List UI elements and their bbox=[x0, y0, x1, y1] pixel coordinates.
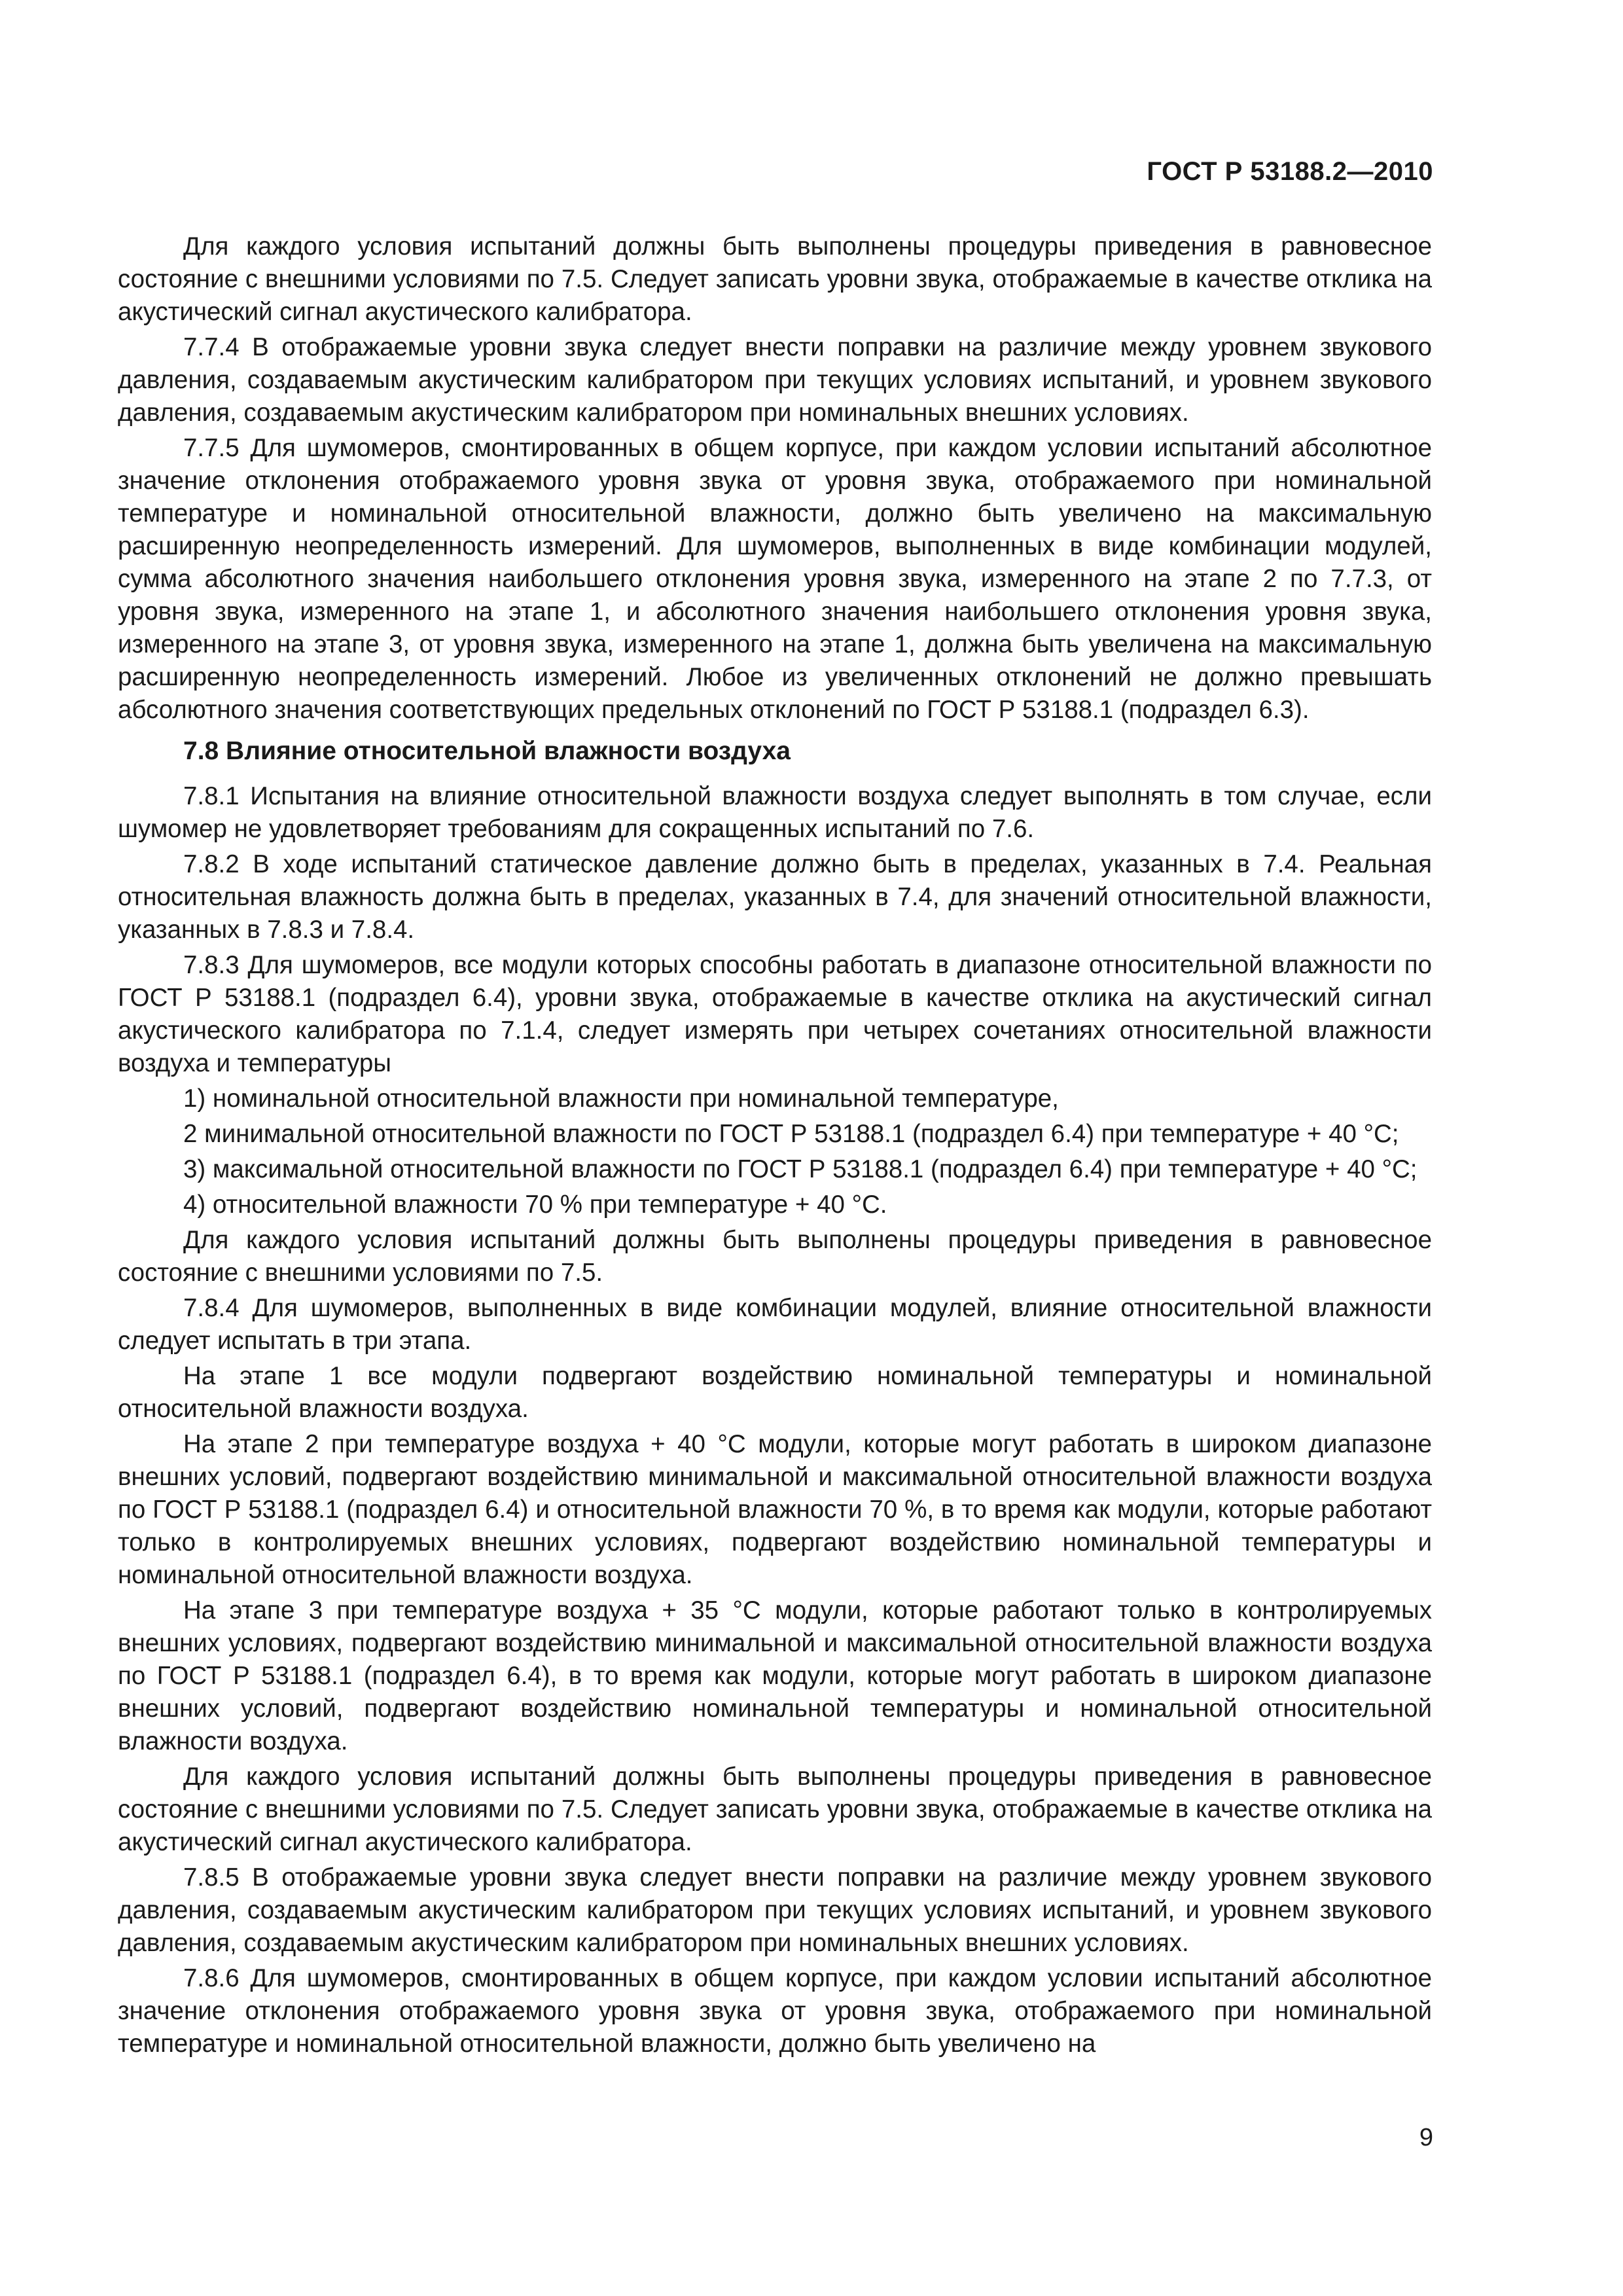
paragraph: Для каждого условия испытаний должны быть выполнены процедуры приведения в равновесное состояние с внешними условиями по 7.5. Следует записать уровни звука, отображаемые в качестве отклика на акустический сигнал акустического калибратора. bbox=[118, 232, 1432, 326]
clause-7-8-1: 7.8.1 Испытания на влияние относительной влажности воздуха следует выполнять в том случае, если шумомер не удовлетворяет требованиям для сокращенных испытаний по 7.6. bbox=[118, 782, 1432, 843]
paragraph-stage-1: На этапе 1 все модули подвергают воздействию номинальной температуры и номинальной относительной влажности воздуха. bbox=[118, 1362, 1432, 1423]
clause-7-7-4: 7.7.4 В отображаемые уровни звука следует внести поправки на различие между уровнем звукового давления, создаваемым акустическим калибратором при текущих условиях испытаний, и уровнем звукового давления, создаваемым акустическим калибратором при номинальных внешних условиях. bbox=[118, 333, 1432, 427]
list-item-3: 3) максимальной относительной влажности по ГОСТ Р 53188.1 (подраздел 6.4) при температуре + 40 °С; bbox=[183, 1155, 1418, 1183]
document-body bbox=[118, 230, 1432, 2063]
paragraph-stage-3: На этапе 3 при температуре воздуха + 35 °С модули, которые работают только в контролируемых внешних условиях, подвергают воздействию минимальной и максимальной относительной влажности воздуха по ГОСТ Р 53188.1 (подраздел 6.4), в то время как модули, которые могут работать в широком диапазоне внешних условий, подвергают воздействию номинальной температуры и номинальной относительной влажности воздуха. bbox=[118, 1596, 1432, 1755]
section-heading-7-8: 7.8 Влияние относительной влажности воздуха bbox=[183, 737, 791, 765]
list-item-2: 2 минимальной относительной влажности по ГОСТ Р 53188.1 (подраздел 6.4) при температуре + 40 °С; bbox=[183, 1120, 1399, 1148]
paragraph: Для каждого условия испытаний должны быть выполнены процедуры приведения в равновесное состояние с внешними условиями по 7.5. bbox=[118, 1226, 1432, 1287]
list-item-4: 4) относительной влажности 70 % при температуре + 40 °С. bbox=[183, 1191, 887, 1219]
clause-7-8-4: 7.8.4 Для шумомеров, выполненных в виде комбинации модулей, влияние относительной влажности следует испытать в три этапа. bbox=[118, 1294, 1432, 1355]
clause-7-8-3: 7.8.3 Для шумомеров, все модули которых способны работать в диапазоне относительной влажности по ГОСТ Р 53188.1 (подраздел 6.4), уровни звука, отображаемые в качестве отклика на акустический сигнал акустического калибратора по 7.1.4, следует измерять при четырех сочетаниях относительной влажности воздуха и температуры bbox=[118, 951, 1432, 1077]
clause-7-8-5: 7.8.5 В отображаемые уровни звука следует внести поправки на различие между уровнем звукового давления, создаваемым акустическим калибратором при текущих условиях испытаний, и уровнем звукового давления, создаваемым акустическим калибратором при номинальных внешних условиях. bbox=[118, 1863, 1432, 1957]
page-number: 9 bbox=[1419, 2124, 1433, 2151]
paragraph: Для каждого условия испытаний должны быть выполнены процедуры приведения в равновесное состояние с внешними условиями по 7.5. Следует записать уровни звука, отображаемые в качестве отклика на акустический сигнал акустического калибратора. bbox=[118, 1763, 1432, 1856]
paragraph-stage-2: На этапе 2 при температуре воздуха + 40 °С модули, которые могут работать в широком диапазоне внешних условий, подвергают воздействию минимальной и максимальной относительной влажности воздуха по ГОСТ Р 53188.1 (подраздел 6.4) и относительной влажности 70 %, в то время как модули, которые работают только в контролируемых внешних условиях, подвергают воздействию номинальной температуры и номинальной относительной влажности воздуха. bbox=[118, 1430, 1432, 1589]
list-item-1: 1) номинальной относительной влажности при номинальной температуре, bbox=[183, 1085, 1059, 1113]
clause-7-7-5: 7.7.5 Для шумомеров, смонтированных в общем корпусе, при каждом условии испытаний абсолютное значение отклонения отображаемого уровня звука от уровня звука, отображаемого при номинальной температуре и номинальной относительной влажности, должно быть увеличено на максимальную расширенную неопределенность измерений. Для шумомеров, выполненных в виде комбинации модулей, сумма абсолютного значения наибольшего отклонения уровня звука, измеренного на этапе 2 по 7.7.3, от уровня звука, измеренного на этапе 1, и абсолютного значения наибольшего отклонения уровня звука, измеренного на этапе 3, от уровня звука, измеренного на этапе 1, должна быть увеличена на максимальную расширенную неопределенность измерений. Любое из увеличенных отклонений не должно превышать абсолютного значения соответствующих предельных отклонений по ГОСТ Р 53188.1 (подраздел 6.3). bbox=[118, 434, 1432, 724]
clause-7-8-6: 7.8.6 Для шумомеров, смонтированных в общем корпусе, при каждом условии испытаний абсолютное значение отклонения отображаемого уровня звука от уровня звука, отображаемого при номинальной температуре и номинальной относительной влажности, должно быть увеличено на bbox=[118, 1964, 1432, 2058]
document-header-id: ГОСТ Р 53188.2—2010 bbox=[1147, 157, 1433, 186]
clause-7-8-2: 7.8.2 В ходе испытаний статическое давление должно быть в пределах, указанных в 7.4. Реальная относительная влажность должна быть в пределах, указанных в 7.4, для значений относительной влажности, указанных в 7.8.3 и 7.8.4. bbox=[118, 850, 1432, 944]
